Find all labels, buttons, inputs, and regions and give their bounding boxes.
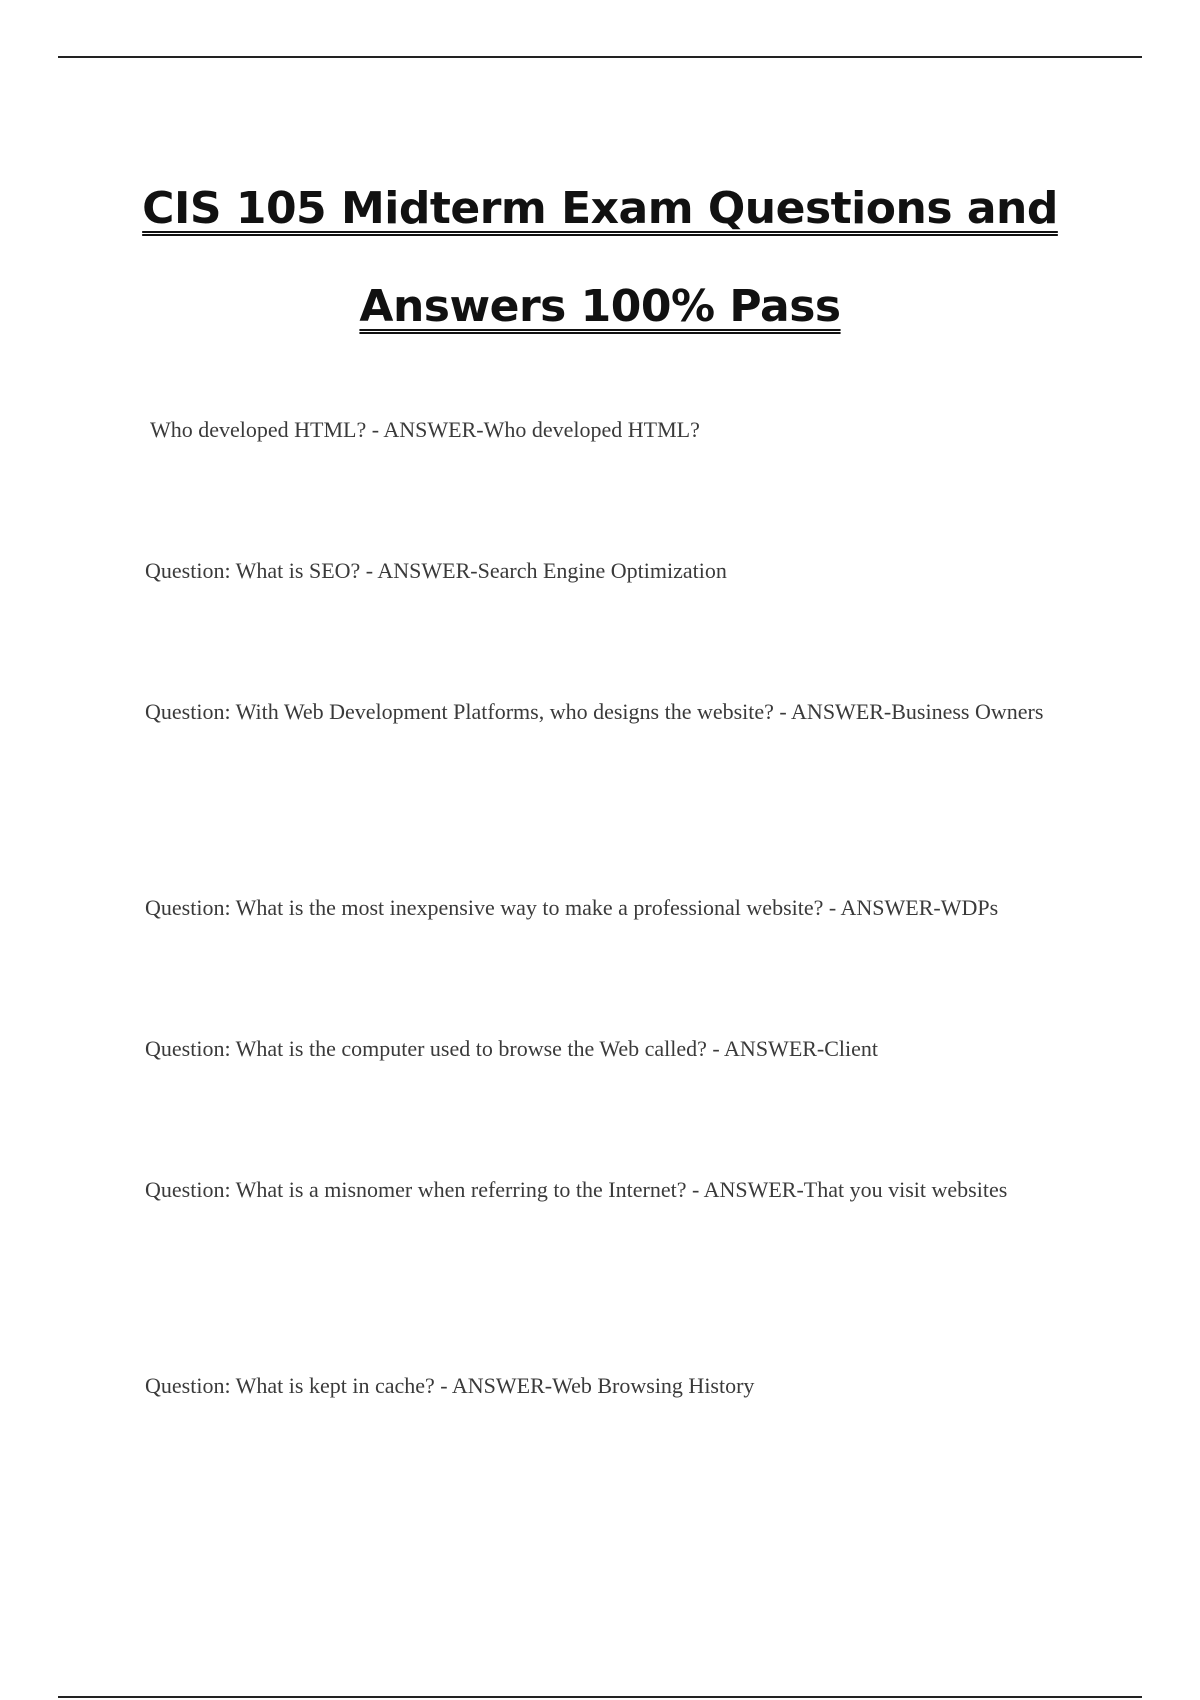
qa-item-3: Question: With Web Development Platforms, who designs the website? - ANSWER-Business Owners [145,699,1044,724]
page-title-line-2: Answers 100% Pass [359,281,841,332]
qa-item-1: Who developed HTML? - ANSWER-Who developed HTML? [150,417,700,442]
top-divider [58,56,1142,58]
qa-item-2: Question: What is SEO? - ANSWER-Search Engine Optimization [145,558,727,583]
qa-item-4: Question: What is the most inexpensive way to make a professional website? - ANSWER-WDPs [145,895,999,920]
page-title-line-1: CIS 105 Midterm Exam Questions and [142,183,1058,234]
qa-item-5: Question: What is the computer used to browse the Web called? - ANSWER-Client [145,1036,879,1061]
page-title [0,160,1200,356]
bottom-divider [58,1696,1142,1698]
qa-item-6: Question: What is a misnomer when referring to the Internet? - ANSWER-That you visit websites [145,1177,1008,1202]
qa-item-7: Question: What is kept in cache? - ANSWER-Web Browsing History [145,1373,755,1398]
